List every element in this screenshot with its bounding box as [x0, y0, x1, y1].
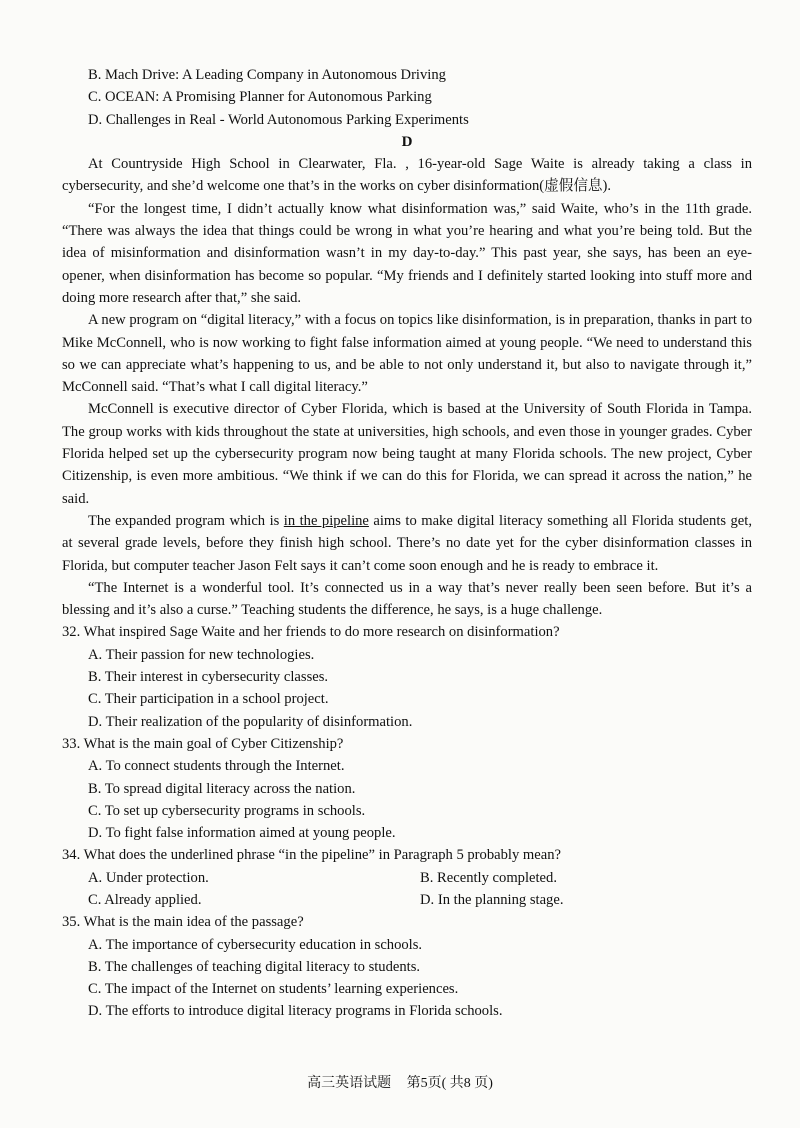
question-32-stem: 32. What inspired Sage Waite and her friends to do more research on disinformation?: [62, 624, 560, 641]
passage-paragraph-3: A new program on “digital literacy,” with a focus on topics like disinformation, is in preparation, thanks in part to Mike McConnell, who is now working to fight false information aimed at young people. “We need to understand this so we can appreciate what’s happening to us, and be able to not only understand it, but also to navigate through it,” McConnell said. “That’s what I call digital literacy.”: [62, 312, 752, 396]
question-33-stem: 33. What is the main goal of Cyber Citizenship?: [62, 735, 344, 752]
question-35-option-b: B. The challenges of teaching digital literacy to students.: [88, 958, 421, 975]
question-34-option-d: D. In the planning stage.: [420, 891, 564, 908]
question-32-option-c: C. Their participation in a school project.: [88, 691, 329, 708]
page-content: [62, 64, 752, 1023]
question-32-option-a: A. Their passion for new technologies.: [88, 646, 315, 663]
question-35-option-d: D. The efforts to introduce digital literacy programs in Florida schools.: [88, 1003, 503, 1020]
question-34-row-2: [62, 889, 752, 911]
passage-paragraph-5: [62, 510, 752, 577]
prev-option-d: D. Challenges in Real - World Autonomous Parking Experiments: [88, 111, 469, 128]
passage-paragraph-2: “For the longest time, I didn’t actually know what disinformation was,” said Waite, who’s in the 11th grade. “There was always the idea that things could be wrong in what you’re hearing and what you’re being told. But the idea of misinformation and disinformation wasn’t in my day-to-day.” This past year, she says, has been an eye-opener, when disinformation has become so popular. “My friends and I definitely started looking into stuff more and doing more research after that,” she said.: [62, 200, 752, 306]
question-34-stem: 34. What does the underlined phrase “in the pipeline” in Paragraph 5 probably mean?: [62, 847, 561, 864]
question-34-option-b: B. Recently completed.: [420, 869, 557, 886]
question-34-option-c: C. Already applied.: [88, 891, 202, 908]
question-35-option-a: A. The importance of cybersecurity education in schools.: [88, 936, 423, 953]
question-33-option-c: C. To set up cybersecurity programs in schools.: [88, 802, 366, 819]
question-33-option-b: B. To spread digital literacy across the nation.: [88, 780, 356, 797]
footer-page-number: 第5页( 共8 页): [406, 1076, 493, 1091]
passage-paragraph-6: “The Internet is a wonderful tool. It’s connected us in a way that’s never really been seen before. But it’s a blessing and it’s also a curse.” Teaching students the difference, he says, is a huge challenge.: [62, 579, 752, 619]
page-footer: [0, 1072, 800, 1092]
prev-option-c: C. OCEAN: A Promising Planner for Autonomous Parking: [88, 89, 432, 106]
p5-before: The expanded program which is: [88, 512, 284, 529]
p5-after: aims to make digital literacy something all Florida students get, at several grade levels, before they finish high school. There’s no date yet for the cyber disinformation classes in Florida, but computer teacher Jason Felt says it can’t come soon enough and he is ready to embrace it.: [62, 512, 752, 574]
passage-paragraph-4: McConnell is executive director of Cyber Florida, which is based at the University of South Florida in Tampa. The group works with kids throughout the state at universities, high schools, and even those in younger grades. Cyber Florida helped set up the cybersecurity program now being taught at many Florida schools. The new project, Cyber Citizenship, is even more ambitious. “We think if we can do this for Florida, we can spread it across the nation,” he said.: [62, 401, 752, 507]
passage-paragraph-1: At Countryside High School in Clearwater, Fla. , 16-year-old Sage Waite is already taking a class in cybersecurity, and she’d welcome one that’s in the works on cyber disinformation(虚假信息).: [62, 156, 752, 195]
question-34-option-a: A. Under protection.: [88, 869, 209, 886]
section-title: D: [401, 133, 413, 150]
footer-subject: 高三英语试题: [307, 1076, 392, 1091]
underlined-phrase: in the pipeline: [283, 512, 369, 529]
question-32-option-b: B. Their interest in cybersecurity classes.: [88, 669, 329, 686]
question-32-option-d: D. Their realization of the popularity of disinformation.: [88, 713, 413, 730]
question-35-option-c: C. The impact of the Internet on students’ learning experiences.: [88, 981, 459, 998]
question-33-option-a: A. To connect students through the Internet.: [88, 758, 345, 775]
question-33-option-d: D. To fight false information aimed at young people.: [88, 825, 396, 842]
question-35-stem: 35. What is the main idea of the passage?: [62, 914, 304, 931]
question-34-row-1: [62, 867, 752, 889]
prev-option-b: B. Mach Drive: A Leading Company in Autonomous Driving: [88, 67, 446, 83]
